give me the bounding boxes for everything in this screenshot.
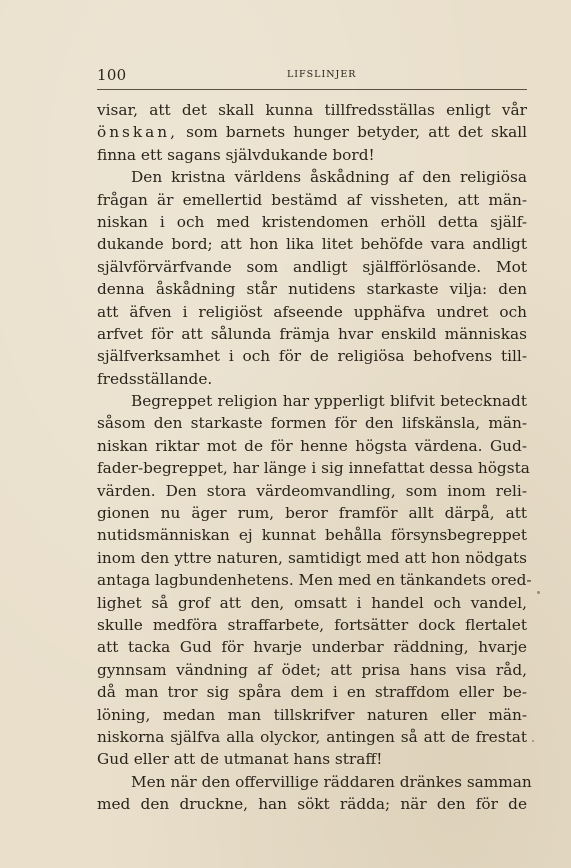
page-header — [97, 66, 527, 86]
header-rule — [97, 89, 527, 90]
text-line: dukande bord; att hon lika litet behöfde vara andligt — [97, 235, 527, 254]
text-line: löning, medan man tillskrifver naturen eller män- — [97, 705, 527, 724]
text-line: niskan riktar mot de för henne högsta värdena. Gud- — [97, 436, 527, 455]
text-line: med den druckne, han sökt rädda; när den för de — [97, 795, 527, 814]
text-line: nutidsmänniskan ej kunnat behålla försynsbegreppet — [97, 526, 527, 545]
text-line: finna ett sagans självdukande bord! — [97, 145, 375, 164]
emphasized-word: önskan, — [97, 123, 179, 142]
text-line: gionen nu äger rum, beror framför allt därpå, att — [97, 504, 527, 523]
text-line: såsom den starkaste formen för den lifskänsla, män- — [97, 414, 527, 433]
text-line: gynnsam vändning af ödet; att prisa hans visa råd, — [97, 660, 527, 679]
paper-speck — [537, 591, 540, 594]
text-line: lighet så grof att den, omsatt i handel och vandel, — [97, 593, 527, 612]
running-head: LIFSLINJER — [287, 69, 357, 80]
text-line: niskorna själfva alla olyckor, antingen så att de frestat — [97, 727, 527, 746]
text-line: inom den yttre naturen, samtidigt med att hon nödgats — [97, 548, 527, 567]
text-line: denna åskådning står nutidens starkaste vilja: den — [97, 280, 527, 299]
text-line: visar, att det skall kunna tillfredsställas enligt vår — [97, 101, 527, 119]
text-line: självförvärfvande som andligt själfförlösande. Mot — [97, 257, 527, 276]
text-line: Gud eller att de utmanat hans straff! — [97, 750, 383, 769]
paragraph-start-line: Begreppet religion har ypperligt blifvit betecknadt — [131, 392, 527, 411]
text-line: att tacka Gud för hvarje underbar räddning, hvarje — [97, 638, 527, 657]
text-line: fader-begreppet, har länge i sig innefattat dessa högsta — [97, 459, 530, 478]
paragraph-start-line: Men när den offervillige räddaren dränkes samman — [131, 772, 532, 791]
text-line: skulle medföra straffarbete, fortsätter dock flertalet — [97, 615, 527, 634]
text-line: själfverksamhet i och för de religiösa behofvens till- — [97, 347, 527, 366]
text-line: fredsställande. — [97, 369, 213, 388]
text-line: niskan i och med kristendomen erhöll detta själf- — [97, 212, 527, 231]
page-number: 100 — [97, 66, 127, 84]
paper-speck — [532, 740, 534, 742]
text-line: att äfven i religiöst afseende upphäfva undret och — [97, 302, 527, 321]
text-line: arfvet för att sålunda främja hvar enskild människas — [97, 324, 527, 343]
text-line: då man tror sig spåra dem i en straffdom eller be- — [97, 683, 527, 702]
paragraph-start-line: Den kristna världens åskådning af den religiösa — [131, 168, 527, 187]
body-text — [97, 99, 532, 816]
text-line: önskan, som barnets hunger betyder, att det skall — [97, 123, 527, 142]
text-line: antaga lagbundenhetens. Men med en tänkandets ored- — [97, 571, 532, 590]
text-line: värden. Den stora värdeomvandling, som inom reli- — [97, 481, 527, 500]
text-line: frågan är emellertid bestämd af vissheten, att män- — [97, 190, 527, 209]
